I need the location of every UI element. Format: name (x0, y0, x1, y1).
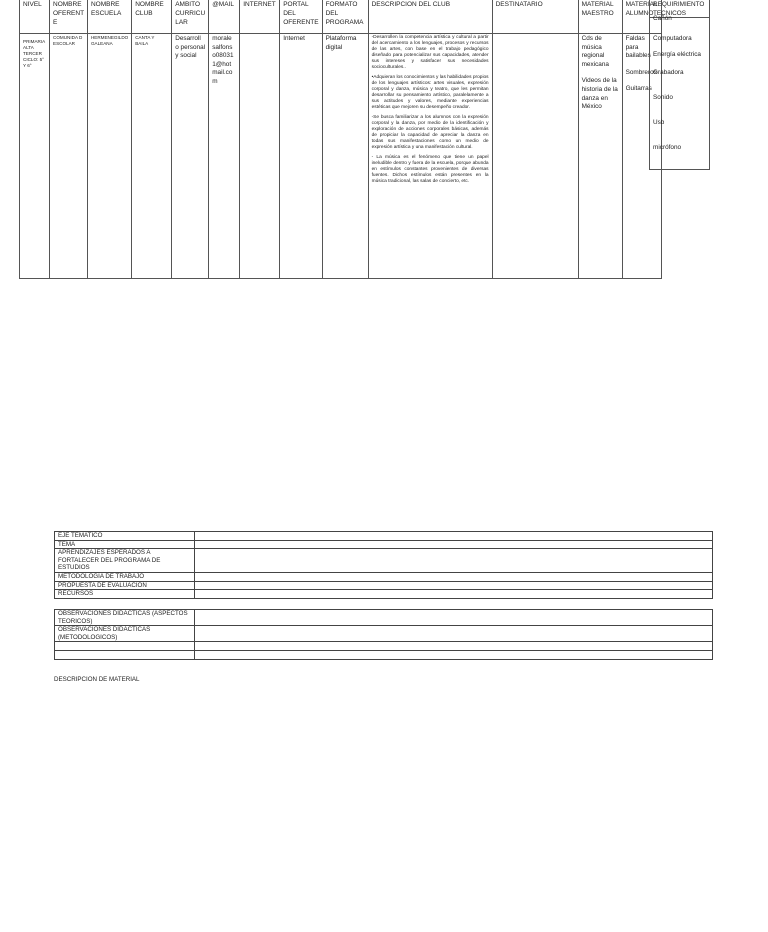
cell-destinatario (492, 34, 578, 279)
header-portal: PORTAL DEL OFERENTE (280, 0, 322, 34)
form-label: TEMA (55, 540, 195, 549)
requerimiento-item: Computadora (653, 35, 692, 42)
requerimiento-item: Grabadora (653, 69, 684, 76)
form-field[interactable] (195, 532, 713, 541)
form-field[interactable] (195, 626, 713, 642)
form-row (55, 626, 713, 642)
form-field[interactable] (195, 540, 713, 549)
cell-descripcion (368, 34, 492, 279)
form-row (55, 581, 713, 590)
material-alumno-item: Sombreros (625, 68, 657, 76)
material-label: DESCRIPCION DE MATERIAL (54, 676, 140, 683)
form-field[interactable] (195, 610, 713, 626)
header-descripcion: DESCRIPCION DEL CLUB (368, 0, 492, 34)
requerimiento-item: Energía eléctrica (653, 51, 701, 58)
cell-escuela: HERMENEGILDO GALEANA (87, 34, 131, 279)
planning-form (54, 531, 713, 599)
cell-oferente: COMUNIDA D ESCOLAR (50, 34, 88, 279)
observations-form (54, 609, 713, 660)
form-label: PROPUESTA DE EVALUACION (55, 581, 195, 590)
cell-portal: Internet (280, 34, 322, 279)
header-nivel: NIVEL (20, 0, 50, 34)
header-row (20, 0, 662, 34)
form-label: APRENDIZAJES ESPERADOS A FORTALECER DEL PROGRAMA DE ESTUDIOS (55, 549, 195, 573)
form-row (55, 549, 713, 573)
requerimiento-item: micrófono (653, 144, 682, 151)
form-label: OBSERVACIONES DIDACTICAS (METODOLOGICOS) (55, 626, 195, 642)
cell-mail: morale salfons o08031 1@hot mail.co m (209, 34, 240, 279)
descripcion-paragraph: -Desarrollen la competencia artística y cultural a partir del acercamiento a los lenguajes, procesos y recursos de las artes, con base en el trabajo pedagógico diseñado para potencializar sus capacidades, atender sus intereses y satisfacer sus necesidades socioculturales.. (371, 35, 489, 70)
form-label: RECURSOS (55, 590, 195, 599)
header-escuela: NOMBRE ESCUELA (87, 0, 131, 34)
form-label (55, 642, 195, 651)
header-material-maestro: MATERIAL MAESTRO (578, 0, 622, 34)
cell-material-maestro (578, 34, 622, 279)
header-mail: @MAIL (209, 0, 240, 34)
form-field[interactable] (195, 581, 713, 590)
header-club: NOMBRE CLUB (132, 0, 172, 34)
form-label: EJE TEMATICO (55, 532, 195, 541)
form-row (55, 610, 713, 626)
form-label: OBSERVACIONES DIDACTICAS (ASPECTOS TEORICOS) (55, 610, 195, 626)
requerimientos-box (649, 0, 710, 170)
form-field[interactable] (195, 642, 713, 651)
form-row (55, 532, 713, 541)
material-maestro-item: Cds de música regional mexicana (581, 35, 609, 68)
requerimiento-item: Cañón (653, 15, 672, 22)
descripcion-paragraph: •Adquieran los conocimientos y las habilidades propios de los lenguajes artísticos: artes visuales, expresión corporal y danza, música y teatro, que les permitan desarrollar su pensamiento artístico, paralelamente a sus actitudes y valores, mediante experiencias estéticas que mejoren su desempeño creador. (371, 75, 489, 110)
form-field[interactable] (195, 549, 713, 573)
material-maestro-item: Videos de la historia de la danza en México (581, 77, 618, 111)
header-ambito: AMBITO CURRICU LAR (172, 0, 209, 34)
cell-nivel (20, 34, 50, 279)
requerimiento-item: Sonido (653, 94, 673, 101)
header-oferente: NOMBRE OFERENT E (50, 0, 88, 34)
form-label (55, 651, 195, 660)
header-material-alumno: MATERIAL ALUMNO (622, 0, 661, 34)
header-formato: FORMATO DEL PROGRAMA (322, 0, 368, 34)
form-field[interactable] (195, 590, 713, 599)
form-row (55, 651, 713, 660)
header-requerimiento: REQUIRIMIENTO TECNICOS (650, 0, 709, 18)
nivel-text: PRIMARIA ALTA TERCER CICLO: 5° Y 6° (23, 39, 45, 68)
cell-club: CANTA Y BAILA (132, 34, 172, 279)
header-internet: INTERNET (240, 0, 280, 34)
form-row (55, 572, 713, 581)
material-alumno-item: Guitarras (625, 85, 652, 93)
form-field[interactable] (195, 572, 713, 581)
descripcion-paragraph: -Se busca familiarizar a los alumnos con la expresión corporal y la danza, por medio de la identificación y exploración de acciones corporales básicas, además de propiciar la capacidad de apreciar la danza en todas sus manifestaciones como un medio de expresión artística y una manifestación cultural. (371, 115, 489, 150)
descripcion-paragraph: - La música es el fenómeno que tiene un papel ineludible dentro y fuera de la escuela, porque abunda en estímulos constantes provenientes de diversas fuentes. Dichos estímulos están presentes en la música tradicional, las salas de concierto, etc. (371, 155, 489, 184)
cell-formato: Plataforma digital (322, 34, 368, 279)
form-label: METODOLOGIA DE TRABAJO (55, 572, 195, 581)
material-alumno-item: Faldas para bailables (625, 35, 651, 60)
form-row (55, 540, 713, 549)
form-row (55, 642, 713, 651)
requerimiento-item: Usb (653, 119, 665, 126)
cell-internet (240, 34, 280, 279)
table-row (20, 34, 662, 279)
cell-ambito: Desarroll o personal y social (172, 34, 209, 279)
form-field[interactable] (195, 651, 713, 660)
form-row (55, 590, 713, 599)
header-destinatario: DESTINATARIO (492, 0, 578, 34)
